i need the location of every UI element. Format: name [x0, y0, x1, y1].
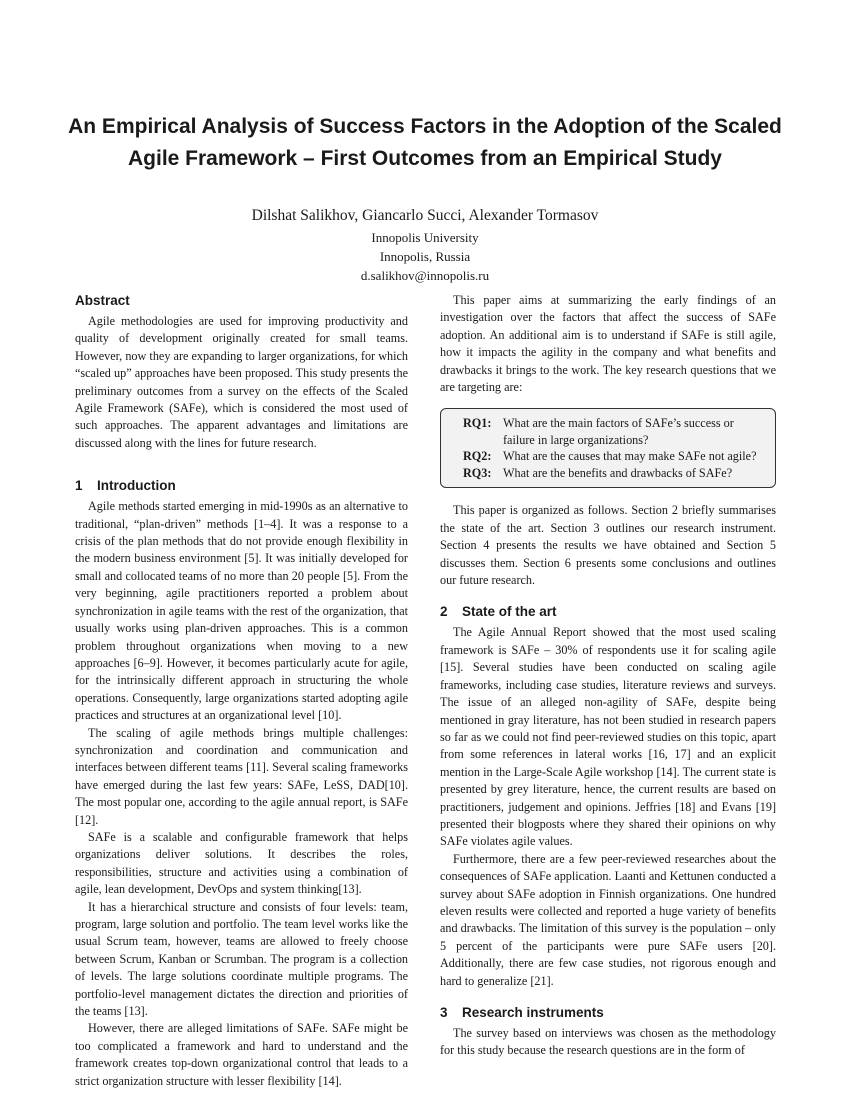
rq-label: RQ2: — [463, 449, 492, 464]
right-column — [440, 292, 776, 1060]
section-title: Research instruments — [462, 1005, 604, 1020]
paragraph: The scaling of agile methods brings multiple challenges: synchronization and coordination and communication and interfaces between different teams [11]. Several scaling frameworks have emerged during the last few years: SAFe, LeSS, DAD[10]. The most popular one, according to the agile annual report, is SAFe [12]. — [75, 725, 408, 827]
research-question — [463, 448, 765, 465]
paper-authors: Dilshat Salikhov, Giancarlo Succi, Alexander Tormasov — [251, 207, 599, 224]
research-questions-box — [440, 408, 776, 488]
section-heading-introduction — [75, 477, 408, 495]
affiliation-institution: Innopolis University — [371, 230, 479, 245]
paragraph: Furthermore, there are a few peer-reviewed researches about the consequences of SAFe application. Laanti and Kettunen conducted a survey about SAFe adoption in Finnish organizations. One hundred eleven results were collected and reported a huge variety of benefits and drawbacks. The limitation of this survey is the population – only 5 percent of the participants were pure SAFe users [20]. Additionally, there are few case studies, not rigorous enough and hard to generalize [21]. — [440, 851, 776, 988]
section-number: 1 — [75, 478, 83, 494]
paragraph: This paper is organized as follows. Section 2 briefly summarises the state of the art. Section 3 outlines our research instrument. Section 4 presents the results we have obtained and Section 5 discusses them. Section 6 presents some conclusions and outlines our future research. — [440, 503, 776, 588]
section-title: State of the art — [462, 604, 557, 620]
paragraph: The Agile Annual Report showed that the most used scaling framework is SAFe – 30% of respondents use it for scaling agile [15]. Several studies have been conducted on scaling agile frameworks, including case studies, literature reviews and surveys. The issue of an alleged non-agility of SAFe, despite being mentioned in gray literature, has not been studied in research papers so far as we could not find peer-reviewed studies on this topic, apart from some references in lateral works [16, 17] and an explicit mention in the Large-Scale Agile workshop [14]. The current state is presented by grey literature, hence, the current results are based on practitioners, judgement and opinions. Jeffries [18] and Evans [19] presented their blogposts where they shared their opinions on why SAFe violates agile values. — [440, 625, 776, 849]
section-number: 2 — [440, 604, 448, 620]
abstract-heading: Abstract — [75, 293, 130, 308]
section-number: 3 — [440, 1005, 448, 1020]
paragraph: SAFe is a scalable and configurable framework that helps organizations deliver solutions. It describes the roles, responsibilities, structure and activities using a combination of agile, lean development, DevOps and system thinking[13]. — [75, 829, 408, 897]
section-title: Introduction — [97, 478, 176, 494]
paragraph: It has a hierarchical structure and consists of four levels: team, program, large solution and portfolio. The team level works like the usual Scrum team, however, teams are allowed to freely choose between Scrum, Kanban or Scrumban. The program is a collection of levels. The large solutions coordinate multiple programs. The portfolio-level management dictates the direction and priorities of the teams [13]. — [75, 899, 408, 1019]
rq-label: RQ3: — [463, 465, 492, 480]
rq-text: What are the main factors of SAFe’s success or failure in large organizations? — [503, 416, 734, 447]
paragraph: The survey based on interviews was chosen as the methodology for this study because the research questions are in the form of — [440, 1026, 776, 1058]
section-heading-state-of-art — [440, 603, 776, 621]
left-column — [75, 292, 408, 1090]
paragraph: Agile methods started emerging in mid-1990s as an alternative to traditional, “plan-driven” methods [1–4]. It was a response to a crisis of the plan methods that do not provide enough flexibility in the modern business environment [5]. It was initially developed for small and collocated teams of no more than 20 people [5]. From the very beginning, agile practitioners reported a problem about synchronization in agile teams with the rest of the organization, that usually works using plan-driven approaches. This is a common problem throughout organizations when moving to a new approaches [6–9]. However, it becomes particularly acute for agile, for the intrinsically different approach in structuring the whole operations. Consequently, large organizations started adopting agile practices and structures at an organizational level [10]. — [75, 499, 408, 723]
rq-label: RQ1: — [463, 416, 492, 431]
paragraph: However, there are alleged limitations of SAFe. SAFe might be too complicated a framework and hard to understand and the framework creates top-down organizational control that leads to a strict organization structure with lesser flexibility [14]. — [75, 1021, 408, 1088]
paper-title: An Empirical Analysis of Success Factors in the Adoption of the Scaled Agile Framework – First Outcomes from an Empirical Study — [68, 115, 782, 170]
research-question — [463, 465, 765, 482]
paragraph: This paper aims at summarizing the early findings of an investigation over the factors that affect the success of SAFe adoption. An additional aim is to understand if SAFe is still agile, how it impacts the agility in the company and what benefits and drawbacks it brings to the work. The key research questions that we are targeting are: — [440, 293, 776, 395]
abstract-text: Agile methodologies are used for improving productivity and quality of development originally created for small teams. However, now they are expanding to larger organizations, for which “scaled up” approaches have been proposed. This study presents the preliminary outcomes from a survey on the effects of the Scaled Agile Framework (SAFe), which is considered the most used of such approaches. The apparent advantages and limitations are discussed along with the lines for future research. — [75, 314, 408, 450]
rq-text: What are the causes that may make SAFe not agile? — [503, 449, 757, 464]
rq-text: What are the benefits and drawbacks of SAFe? — [503, 465, 733, 480]
affiliation-location: Innopolis, Russia — [379, 249, 471, 264]
section-heading-research-instruments — [440, 1004, 776, 1022]
research-question — [463, 415, 765, 448]
affiliation-email: d.salikhov@innopolis.ru — [360, 268, 490, 283]
